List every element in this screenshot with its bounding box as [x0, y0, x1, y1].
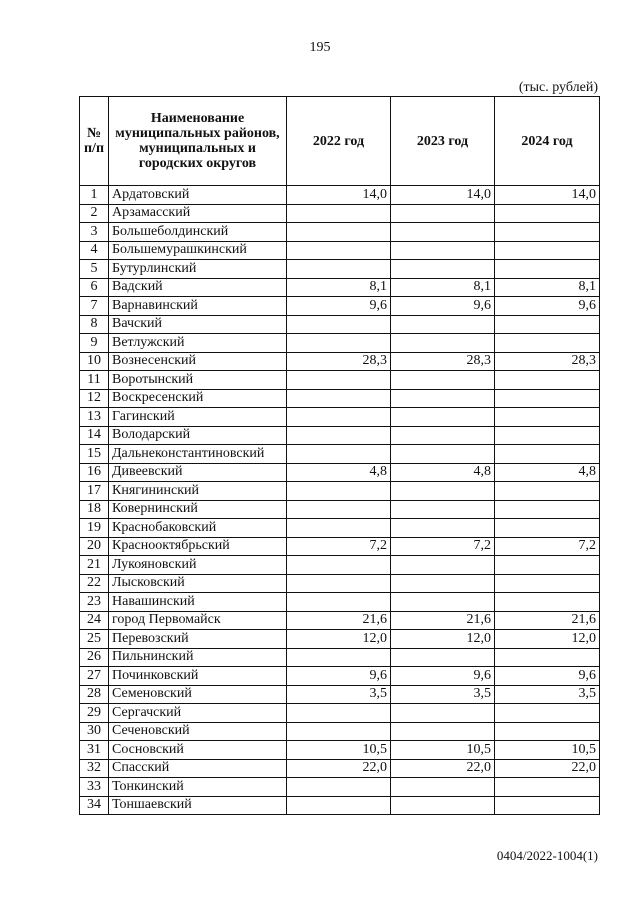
cell-name: Починковский [109, 667, 287, 686]
cell-name: Варнавинский [109, 297, 287, 316]
cell-y2023 [391, 778, 495, 797]
cell-y2024 [495, 445, 600, 464]
cell-y2022: 22,0 [287, 759, 391, 778]
cell-y2023: 10,5 [391, 741, 495, 760]
cell-y2024 [495, 482, 600, 501]
table-row [80, 371, 600, 390]
cell-y2024: 22,0 [495, 759, 600, 778]
cell-y2023: 21,6 [391, 611, 495, 630]
cell-y2024 [495, 315, 600, 334]
table-row [80, 334, 600, 353]
cell-y2024: 3,5 [495, 685, 600, 704]
budget-table [79, 96, 600, 815]
cell-num: 22 [80, 574, 109, 593]
table-row [80, 297, 600, 316]
cell-y2022 [287, 482, 391, 501]
table-row [80, 722, 600, 741]
cell-y2024: 7,2 [495, 537, 600, 556]
cell-y2022: 12,0 [287, 630, 391, 649]
cell-num: 4 [80, 241, 109, 260]
cell-y2022 [287, 519, 391, 538]
cell-num: 33 [80, 778, 109, 797]
cell-y2022: 3,5 [287, 685, 391, 704]
table-row [80, 426, 600, 445]
cell-name: Сосновский [109, 741, 287, 760]
table-row [80, 408, 600, 427]
cell-name: Лысковский [109, 574, 287, 593]
cell-name: Бутурлинский [109, 260, 287, 279]
table-row [80, 278, 600, 297]
cell-num: 19 [80, 519, 109, 538]
table-row [80, 260, 600, 279]
table-row [80, 778, 600, 797]
cell-y2024: 4,8 [495, 463, 600, 482]
cell-y2024 [495, 426, 600, 445]
cell-y2024: 12,0 [495, 630, 600, 649]
cell-y2023 [391, 371, 495, 390]
table-row [80, 741, 600, 760]
cell-y2023 [391, 445, 495, 464]
cell-y2022: 9,6 [287, 297, 391, 316]
cell-num: 28 [80, 685, 109, 704]
table-row [80, 241, 600, 260]
cell-name: Большеболдинский [109, 223, 287, 242]
cell-name: Княгининский [109, 482, 287, 501]
cell-y2024: 10,5 [495, 741, 600, 760]
cell-name: Воскресенский [109, 389, 287, 408]
cell-name: Дивеевский [109, 463, 287, 482]
cell-num: 26 [80, 648, 109, 667]
cell-y2024 [495, 389, 600, 408]
table-row [80, 352, 600, 371]
cell-num: 27 [80, 667, 109, 686]
cell-y2023: 9,6 [391, 667, 495, 686]
header-2024: 2024 год [495, 97, 600, 186]
cell-y2022 [287, 722, 391, 741]
cell-y2023 [391, 223, 495, 242]
table-body [80, 186, 600, 815]
table-row [80, 648, 600, 667]
cell-y2024 [495, 796, 600, 815]
cell-name: Тонкинский [109, 778, 287, 797]
table-row [80, 759, 600, 778]
table-row [80, 704, 600, 723]
cell-num: 25 [80, 630, 109, 649]
cell-y2022: 4,8 [287, 463, 391, 482]
cell-name: Ардатовский [109, 186, 287, 205]
table-row [80, 463, 600, 482]
units-label: (тыс. рублей) [518, 80, 598, 95]
cell-y2024 [495, 556, 600, 575]
table-row [80, 593, 600, 612]
cell-num: 17 [80, 482, 109, 501]
cell-num: 29 [80, 704, 109, 723]
cell-y2024 [495, 241, 600, 260]
header-num: № п/п [80, 97, 109, 186]
cell-y2023 [391, 500, 495, 519]
cell-y2022 [287, 241, 391, 260]
cell-y2022 [287, 445, 391, 464]
cell-y2023: 14,0 [391, 186, 495, 205]
cell-y2024: 9,6 [495, 297, 600, 316]
cell-y2022 [287, 648, 391, 667]
cell-name: Перевозский [109, 630, 287, 649]
cell-y2022 [287, 204, 391, 223]
cell-num: 15 [80, 445, 109, 464]
cell-num: 11 [80, 371, 109, 390]
cell-y2022 [287, 223, 391, 242]
cell-num: 3 [80, 223, 109, 242]
cell-y2023 [391, 593, 495, 612]
cell-y2024 [495, 334, 600, 353]
cell-name: Лукояновский [109, 556, 287, 575]
cell-name: Сергачский [109, 704, 287, 723]
cell-y2022 [287, 260, 391, 279]
cell-y2024 [495, 371, 600, 390]
cell-num: 12 [80, 389, 109, 408]
table-row [80, 574, 600, 593]
header-2023: 2023 год [391, 97, 495, 186]
cell-y2023 [391, 722, 495, 741]
table-row [80, 519, 600, 538]
cell-y2023 [391, 519, 495, 538]
cell-y2023 [391, 241, 495, 260]
cell-y2023: 28,3 [391, 352, 495, 371]
cell-num: 16 [80, 463, 109, 482]
cell-y2022: 7,2 [287, 537, 391, 556]
cell-name: Краснооктябрьский [109, 537, 287, 556]
cell-y2022 [287, 389, 391, 408]
cell-name: Пильнинский [109, 648, 287, 667]
cell-num: 10 [80, 352, 109, 371]
cell-num: 21 [80, 556, 109, 575]
cell-num: 32 [80, 759, 109, 778]
cell-y2024 [495, 223, 600, 242]
cell-y2022: 10,5 [287, 741, 391, 760]
table-row [80, 667, 600, 686]
header-2022: 2022 год [287, 97, 391, 186]
cell-y2023 [391, 574, 495, 593]
cell-y2023: 12,0 [391, 630, 495, 649]
cell-name: Дальнеконстантиновский [109, 445, 287, 464]
cell-y2024 [495, 778, 600, 797]
table-row [80, 500, 600, 519]
cell-y2023 [391, 648, 495, 667]
cell-y2022 [287, 704, 391, 723]
cell-num: 20 [80, 537, 109, 556]
cell-num: 24 [80, 611, 109, 630]
cell-y2023: 3,5 [391, 685, 495, 704]
cell-y2022 [287, 796, 391, 815]
table-header-row [80, 97, 600, 186]
cell-name: Вачский [109, 315, 287, 334]
table-row [80, 796, 600, 815]
cell-num: 14 [80, 426, 109, 445]
cell-name: Спасский [109, 759, 287, 778]
cell-y2022 [287, 574, 391, 593]
table-row [80, 537, 600, 556]
cell-num: 6 [80, 278, 109, 297]
cell-y2024 [495, 500, 600, 519]
cell-y2024 [495, 574, 600, 593]
cell-num: 7 [80, 297, 109, 316]
cell-y2022 [287, 315, 391, 334]
cell-name: Тоншаевский [109, 796, 287, 815]
cell-name: Большемурашкинский [109, 241, 287, 260]
cell-name: Арзамасский [109, 204, 287, 223]
cell-y2023 [391, 334, 495, 353]
cell-y2024: 8,1 [495, 278, 600, 297]
table-row [80, 389, 600, 408]
cell-y2023 [391, 556, 495, 575]
cell-name: Вадский [109, 278, 287, 297]
cell-y2024 [495, 408, 600, 427]
cell-y2023 [391, 482, 495, 501]
cell-num: 9 [80, 334, 109, 353]
cell-name: Ковернинский [109, 500, 287, 519]
cell-y2022: 28,3 [287, 352, 391, 371]
cell-num: 30 [80, 722, 109, 741]
cell-name: Навашинский [109, 593, 287, 612]
cell-y2023: 4,8 [391, 463, 495, 482]
cell-y2024: 28,3 [495, 352, 600, 371]
cell-y2022: 9,6 [287, 667, 391, 686]
cell-y2023: 7,2 [391, 537, 495, 556]
cell-y2024: 9,6 [495, 667, 600, 686]
cell-num: 8 [80, 315, 109, 334]
cell-y2022 [287, 371, 391, 390]
cell-y2023 [391, 260, 495, 279]
cell-num: 31 [80, 741, 109, 760]
cell-y2024 [495, 704, 600, 723]
cell-y2022 [287, 334, 391, 353]
cell-name: Гагинский [109, 408, 287, 427]
cell-y2022: 21,6 [287, 611, 391, 630]
cell-num: 18 [80, 500, 109, 519]
cell-y2023 [391, 426, 495, 445]
cell-num: 5 [80, 260, 109, 279]
cell-y2024 [495, 204, 600, 223]
cell-y2022 [287, 556, 391, 575]
cell-y2022 [287, 426, 391, 445]
cell-y2023: 22,0 [391, 759, 495, 778]
table-row [80, 685, 600, 704]
cell-y2022 [287, 593, 391, 612]
table-row [80, 204, 600, 223]
cell-y2022: 8,1 [287, 278, 391, 297]
cell-y2024: 14,0 [495, 186, 600, 205]
cell-name: Семеновский [109, 685, 287, 704]
cell-y2023 [391, 796, 495, 815]
cell-y2024 [495, 519, 600, 538]
table-row [80, 611, 600, 630]
cell-name: Вознесенский [109, 352, 287, 371]
cell-y2023 [391, 204, 495, 223]
table-row [80, 315, 600, 334]
cell-y2024 [495, 722, 600, 741]
cell-name: Краснобаковский [109, 519, 287, 538]
cell-y2022 [287, 778, 391, 797]
cell-y2022: 14,0 [287, 186, 391, 205]
cell-num: 1 [80, 186, 109, 205]
cell-y2022 [287, 408, 391, 427]
cell-y2023 [391, 315, 495, 334]
cell-y2023: 9,6 [391, 297, 495, 316]
cell-y2023 [391, 704, 495, 723]
cell-y2023 [391, 389, 495, 408]
table-row [80, 445, 600, 464]
cell-y2022 [287, 500, 391, 519]
cell-num: 13 [80, 408, 109, 427]
cell-y2024 [495, 593, 600, 612]
cell-name: Сеченовский [109, 722, 287, 741]
page-number: 195 [309, 40, 331, 55]
cell-name: город Первомайск [109, 611, 287, 630]
table-row [80, 556, 600, 575]
cell-num: 34 [80, 796, 109, 815]
table-row [80, 630, 600, 649]
cell-y2024 [495, 648, 600, 667]
cell-name: Ветлужский [109, 334, 287, 353]
cell-name: Володарский [109, 426, 287, 445]
table-row [80, 482, 600, 501]
table-row [80, 186, 600, 205]
cell-num: 23 [80, 593, 109, 612]
cell-y2024: 21,6 [495, 611, 600, 630]
document-code: 0404/2022-1004(1) [496, 848, 598, 863]
cell-y2023 [391, 408, 495, 427]
cell-num: 2 [80, 204, 109, 223]
cell-y2024 [495, 260, 600, 279]
cell-name: Воротынский [109, 371, 287, 390]
table-row [80, 223, 600, 242]
cell-y2023: 8,1 [391, 278, 495, 297]
header-name: Наименование муниципальных районов, муниципальных и городских округов [109, 97, 287, 186]
